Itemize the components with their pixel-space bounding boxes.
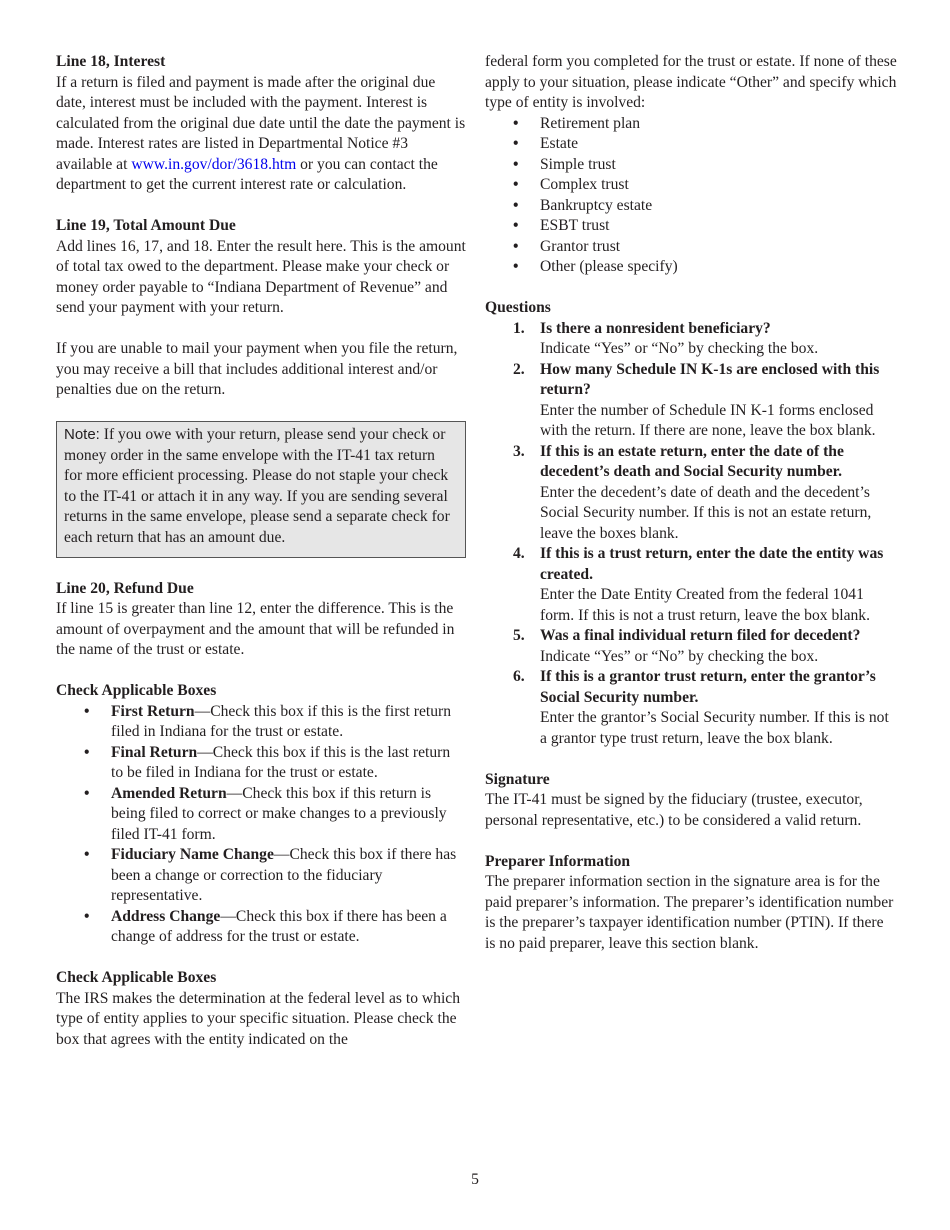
list-item: • Estate	[513, 134, 897, 155]
question-answer: Indicate “Yes” or “No” by checking the box.	[540, 340, 819, 357]
right-column	[485, 52, 897, 954]
item-term: Address Change	[111, 907, 221, 925]
list-item	[84, 784, 466, 846]
line18-body: If a return is filed and payment is made after the original due date, interest must be included with the payment. Interest is calculated from the original due date until the date the payment is made. Interest rates are listed in Departmental Notice #3 available at	[56, 73, 466, 173]
question-text: If this is a grantor trust return, enter the grantor’s Social Security number.	[540, 668, 876, 706]
list-item	[84, 702, 466, 743]
question-item	[513, 360, 897, 442]
questions-list	[485, 319, 897, 750]
item-term: Fiduciary Name Change	[111, 846, 274, 863]
item-term: Amended Return	[111, 784, 227, 802]
check-boxes-2-text: The IRS makes the determination at the federal level as to which type of entity applies to your specific situation. Please check the box that agrees with the entity indicated on the	[56, 989, 460, 1048]
question-text: If this is a trust return, enter the date the entity was created.	[540, 545, 884, 583]
question-number: 3.	[513, 442, 525, 460]
line19-heading: Line 19, Total Amount Due	[56, 217, 236, 234]
question-item	[513, 544, 897, 626]
question-answer: Enter the decedent’s date of death and the decedent’s Social Security number. If this is not an estate return, leave the boxes blank.	[540, 483, 872, 542]
list-item: • Simple trust	[513, 155, 897, 176]
question-item	[513, 442, 897, 545]
preparer-text: The preparer information section in the signature area is for the paid preparer’s information. The preparer’s identification number is the preparer’s taxpayer identification number (PTIN). If there is no paid preparer, leave this section blank.	[485, 873, 894, 952]
question-item	[513, 626, 897, 667]
entity-types-list	[485, 114, 897, 278]
question-text: How many Schedule IN K-1s are enclosed with this return?	[540, 360, 880, 398]
note-label: Note:	[64, 426, 100, 443]
line19-text-2: If you are unable to mail your payment when you file the return, you may receive a bill that includes additional interest and/or penalties due on the return.	[56, 340, 458, 398]
question-item	[513, 319, 897, 360]
list-item	[84, 743, 466, 784]
item-term: First Return	[111, 702, 195, 720]
check-boxes-heading: Check Applicable Boxes	[56, 682, 217, 699]
check-boxes-list	[56, 702, 466, 948]
question-text: If this is an estate return, enter the date of the decedent’s death and Social Security number.	[540, 442, 844, 480]
item-desc: —Check this box if there has been a change or correction to the fiduciary representative.	[111, 846, 457, 904]
question-number: 5.	[513, 627, 525, 644]
question-answer: Indicate “Yes” or “No” by checking the box.	[540, 647, 819, 665]
line20-text: If line 15 is greater than line 12, enter the difference. This is the amount of overpayment and the amount that will be refunded in the name of the trust or estate.	[56, 600, 455, 658]
list-item: • ESBT trust	[513, 216, 897, 237]
check-boxes-2-heading: Check Applicable Boxes	[56, 969, 217, 986]
question-answer: Enter the Date Entity Created from the federal 1041 form. If this is not a trust return, leave the box blank.	[540, 586, 870, 624]
left-column	[56, 52, 466, 1050]
question-number: 1.	[513, 319, 525, 337]
item-desc: —Check this box if this is the first return filed in Indiana for the trust or estate.	[111, 702, 451, 740]
preparer-heading: Preparer Information	[485, 852, 631, 870]
item-desc: —Check this box if there has been a change of address for the trust or estate.	[111, 907, 447, 945]
line20-heading: Line 20, Refund Due	[56, 579, 194, 597]
page-number: 5	[471, 1171, 479, 1188]
entity-continuation-text: federal form you completed for the trust or estate. If none of these apply to your situation, please indicate “Other” and specify which type of entity is involved:	[485, 53, 897, 111]
question-answer: Enter the grantor’s Social Security number. If this is not a grantor type trust return, leave the box blank.	[540, 709, 889, 747]
item-desc: —Check this box if this is the last return to be filed in Indiana for the trust or estate.	[111, 743, 451, 781]
list-item: • Retirement plan	[513, 114, 897, 135]
item-desc: —Check this box if this return is being filed to correct or make changes to a previously filed IT-41 form.	[111, 784, 447, 843]
question-item	[513, 667, 897, 749]
line19-text: Add lines 16, 17, and 18. Enter the result here. This is the amount of total tax owed to the department. Please make your check or money order payable to “Indiana Department of Revenue” and send your payment with your return.	[56, 237, 466, 316]
question-number: 2.	[513, 360, 525, 378]
interest-rates-link[interactable]: www.in.gov/dor/3618.htm	[131, 155, 297, 173]
note-box	[56, 421, 466, 558]
line18-text	[56, 73, 466, 196]
note-text: If you owe with your return, please send your check or money order in the same envelope with the IT-41 tax return for more efficient processing. Please do not staple your check to the IT-41 or attach it in any way. If you are sending several returns in the same envelope, please send a separate check for each return that has an amount due.	[64, 426, 450, 546]
questions-heading: Questions	[485, 299, 551, 316]
list-item	[84, 845, 466, 907]
signature-heading: Signature	[485, 770, 550, 788]
question-number: 6.	[513, 668, 525, 685]
list-item: • Complex trust	[513, 175, 897, 196]
list-item: • Other (please specify)	[513, 257, 897, 278]
list-item: • Grantor trust	[513, 237, 897, 258]
question-text: Was a final individual return filed for decedent?	[540, 627, 861, 644]
signature-text: The IT-41 must be signed by the fiduciary (trustee, executor, personal representative, etc.) to be considered a valid return.	[485, 791, 863, 829]
question-text: Is there a nonresident beneficiary?	[540, 319, 771, 337]
question-number: 4.	[513, 545, 525, 562]
question-answer: Enter the number of Schedule IN K-1 forms enclosed with the return. If there are none, leave the box blank.	[540, 401, 876, 439]
item-term: Final Return	[111, 743, 198, 761]
list-item	[84, 907, 466, 948]
line18-heading: Line 18, Interest	[56, 53, 166, 70]
line18-body-after: or you can contact the department to get the current interest rate or calculation.	[56, 155, 438, 193]
list-item: • Bankruptcy estate	[513, 196, 897, 217]
